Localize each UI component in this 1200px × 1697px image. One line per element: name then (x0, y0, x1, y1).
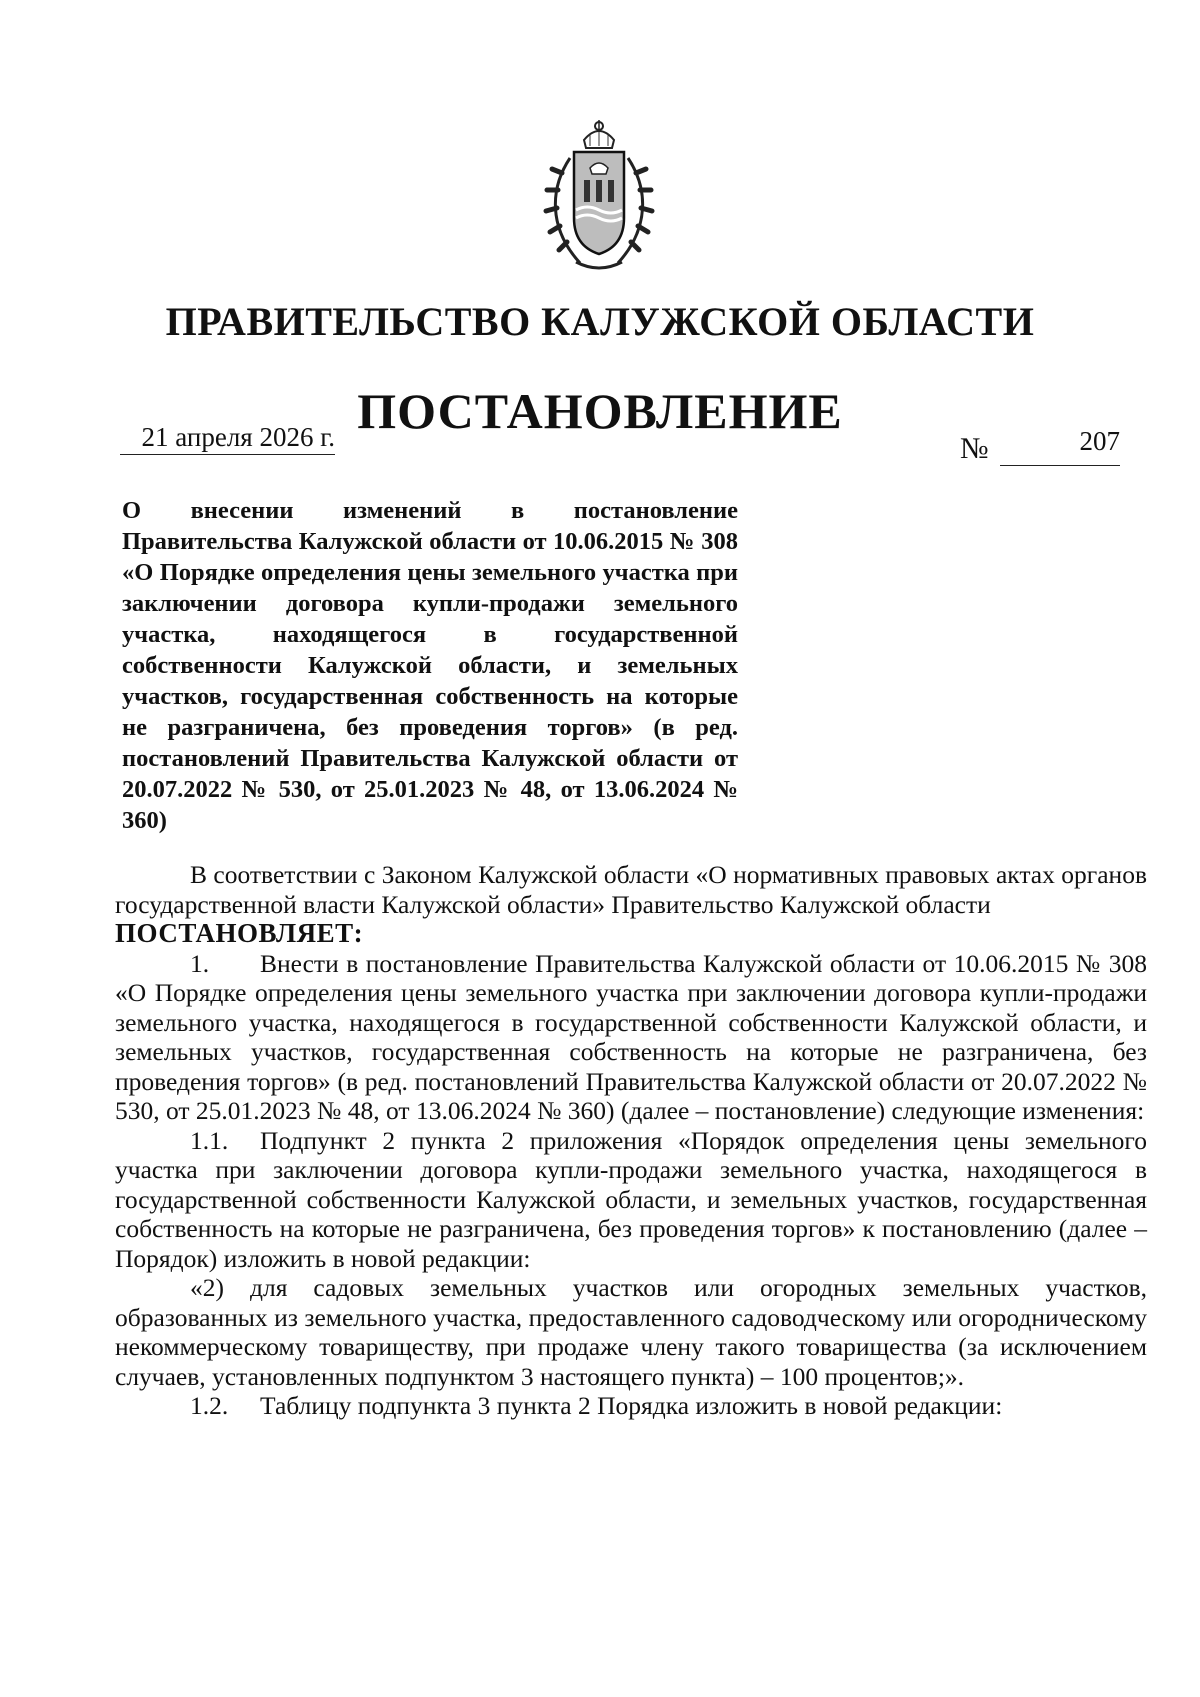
document-type-title: ПОСТАНОВЛЕНИЕ (357, 383, 843, 439)
item-1 (115, 949, 1147, 1126)
organization-title: ПРАВИТЕЛЬСТВО КАЛУЖСКОЙ ОБЛАСТИ (165, 299, 1035, 344)
document-body (115, 860, 1147, 1421)
item-1-number: 1. (190, 948, 210, 978)
item-1-2 (115, 1391, 1147, 1421)
item-1-text: Внести в постановление Правительства Калужской области от 10.06.2015 № 308 «О Порядке определения цены земельного участка при заключении договора купли-продажи земельного участка, находящегося в государственной собственности Калужской области, и земельных участков, государственная собственность на которые не разграничена, без проведения торгов» (в ред. постановлений Правительства Калужской области от 20.07.2022 № 530, от 25.01.2023 № 48, от 13.06.2024 № 360) (далее – постановление) следующие изменения: (115, 948, 1147, 1125)
document-number: 207 (1079, 426, 1120, 456)
document-number-field (960, 426, 1120, 466)
item-1-2-text: Таблицу подпункта 3 пункта 2 Порядка изложить в новой редакции: (260, 1391, 1003, 1420)
document-date-field (120, 422, 335, 455)
quoted-amendment (115, 1273, 1147, 1391)
item-1-2-number: 1.2. (190, 1391, 229, 1420)
number-sign: № (960, 432, 989, 465)
document-subject: О внесении изменений в постановление Правительства Калужской области от 10.06.2015 № 308 «О Порядке определения цены земельного участка при заключении договора купли-продажи земельного участка, находящегося в государственной собственности Калужской области, и земельных участков, государственная собственность на которые не разграничена, без проведения торгов» (в ред. постановлений Правительства Калужской области от 20.07.2022 № 530, от 25.01.2023 № 48, от 13.06.2024 № 360) (122, 497, 738, 834)
decree-word: ПОСТАНОВЛЯЕТ: (115, 918, 364, 948)
item-1-1-number: 1.1. (190, 1125, 229, 1155)
item-1-1 (115, 1126, 1147, 1274)
document-date: 21 апреля 2026 г. (141, 422, 335, 452)
decree-paragraph (115, 919, 1147, 949)
preamble-paragraph (115, 860, 1147, 919)
preamble-text: В соответствии с Законом Калужской области «О нормативных правовых актах органов государственной власти Калужской области» Правительство Калужской области (115, 860, 1147, 919)
quoted-amendment-text: «2) для садовых земельных участков или огородных земельных участков, образованных из земельного участка, предоставленного садоводческому или огородническому некоммерческому товариществу, при продаже члену такого товарищества (за исключением случаев, установленных подпунктом 3 настоящего пункта) – 100 процентов;». (115, 1273, 1147, 1391)
item-1-1-text: Подпункт 2 пункта 2 приложения «Порядок определения цены земельного участка при заключении договора купли-продажи земельного участка, находящегося в государственной собственности Калужской области, и земельных участков, государственная собственность на которые не разграничена, без проведения торгов» к постановлению (далее – Порядок) изложить в новой редакции: (115, 1125, 1147, 1273)
number-underline (1000, 465, 1120, 466)
coat-of-arms-emblem (540, 118, 658, 278)
